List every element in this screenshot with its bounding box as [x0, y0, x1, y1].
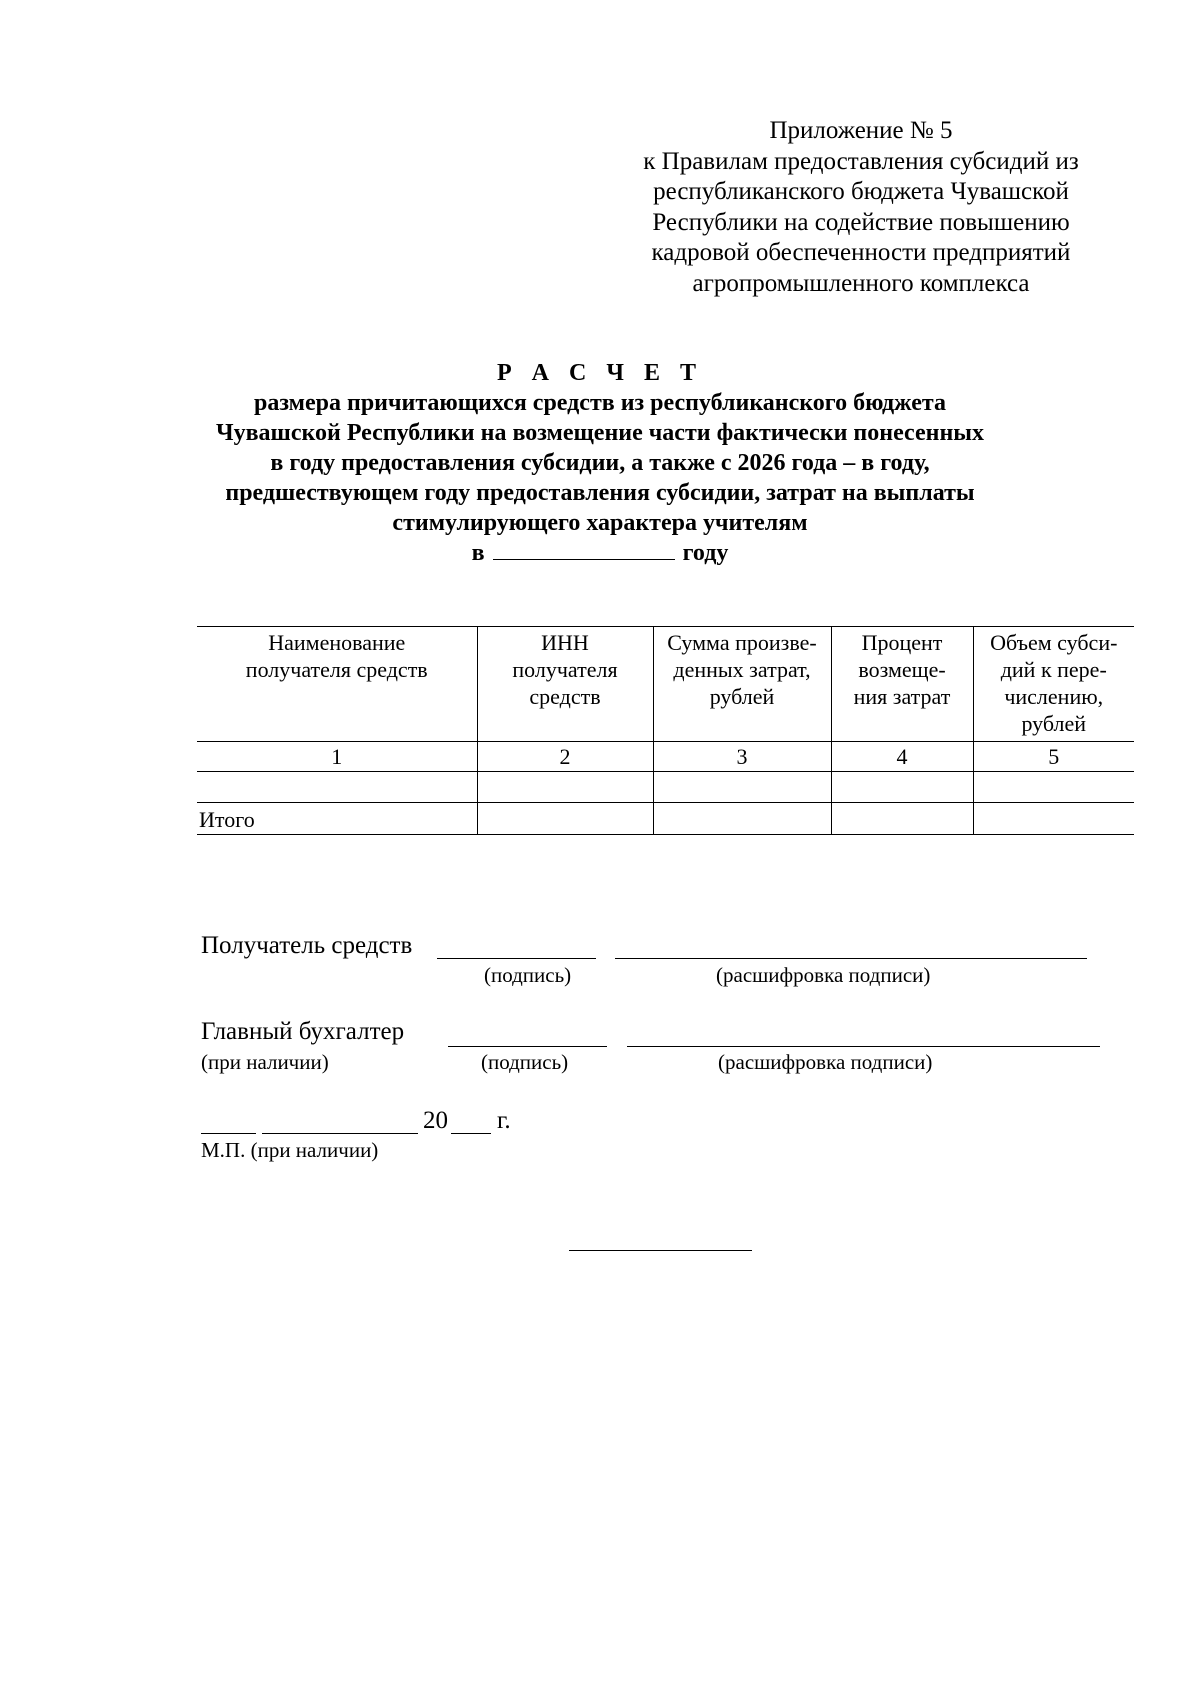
appendix-line: республиканского бюджета Чувашской	[653, 178, 1069, 205]
header-text-line: рублей	[1021, 711, 1087, 736]
table-cell[interactable]	[653, 772, 831, 803]
closing-separator-line	[569, 1250, 752, 1251]
column-number: 4	[831, 742, 973, 772]
column-number: 3	[653, 742, 831, 772]
date-day-line[interactable]	[201, 1133, 256, 1134]
table-row	[197, 772, 1134, 803]
column-number-row	[197, 742, 1134, 772]
header-text-line: ИНН	[541, 630, 589, 655]
signature-caption: (подпись)	[484, 963, 572, 987]
table-cell[interactable]	[477, 803, 653, 835]
appendix-line: к Правилам предоставления субсидий из	[643, 147, 1079, 175]
appendix-line: кадровой обеспеченности предприятий	[651, 239, 1071, 266]
header-text-line: числению,	[1004, 684, 1104, 709]
accountant-decoding-line[interactable]	[627, 1046, 1100, 1047]
column-header-subsidy-amount	[973, 627, 1134, 742]
accountant-label: Главный бухгалтер	[201, 1018, 405, 1045]
recipient-signature-line[interactable]	[437, 958, 596, 959]
date-year-line[interactable]	[451, 1133, 491, 1134]
table-cell[interactable]	[973, 803, 1134, 835]
signature-caption: (подпись)	[481, 1050, 569, 1074]
header-text-line: Сумма произве-	[667, 630, 817, 655]
column-header-recipient-name	[197, 627, 477, 742]
year-suffix: году	[682, 540, 729, 566]
header-text-line: получателя	[512, 657, 618, 682]
table-cell[interactable]	[831, 803, 973, 835]
decoding-caption: (расшифровка подписи)	[716, 963, 931, 987]
document-title	[150, 358, 1050, 568]
total-row	[197, 803, 1134, 835]
table-cell[interactable]	[831, 772, 973, 803]
calculation-table	[197, 626, 1134, 835]
recipient-label: Получатель средств	[201, 932, 413, 959]
accountant-signature-line[interactable]	[448, 1046, 607, 1047]
table-cell[interactable]	[653, 803, 831, 835]
header-text-line: Объем субси-	[990, 630, 1118, 655]
header-text-line: получателя средств	[245, 657, 428, 682]
header-text-line: дий к пере-	[1000, 657, 1107, 682]
column-number: 2	[477, 742, 653, 772]
header-text-line: средств	[529, 684, 601, 709]
title-main: Р А С Ч Е Т	[497, 360, 703, 386]
header-text-line: рублей	[709, 684, 775, 709]
title-line: предшествующем году предоставления субсидии, затрат на выплаты	[225, 480, 975, 506]
header-text-line: денных затрат,	[673, 657, 811, 682]
title-line: стимулирующего характера учителям	[392, 510, 808, 536]
year-blank-field[interactable]	[493, 539, 675, 560]
title-year-line	[150, 538, 1050, 568]
table-cell[interactable]	[973, 772, 1134, 803]
title-line: в году предоставления субсидии, а также с 2026 года – в году,	[270, 450, 930, 476]
table-header-row	[197, 627, 1134, 742]
header-text-line: возмеще-	[858, 657, 946, 682]
appendix-line: Приложение № 5	[769, 117, 953, 144]
title-line: Чувашской Республики на возмещение части фактически понесенных	[215, 420, 985, 446]
table-cell[interactable]	[197, 772, 477, 803]
column-number: 5	[973, 742, 1134, 772]
column-header-inn	[477, 627, 653, 742]
appendix-line: Республики на содействие повышению	[652, 208, 1070, 236]
header-text-line: ния затрат	[853, 684, 951, 709]
recipient-decoding-line[interactable]	[615, 958, 1087, 959]
year-prefix: в	[471, 540, 485, 566]
date-year-prefix: 20	[423, 1107, 448, 1134]
total-label: Итого	[197, 803, 477, 835]
column-number: 1	[197, 742, 477, 772]
column-header-costs-sum	[653, 627, 831, 742]
appendix-line: агропромышленного комплекса	[692, 269, 1030, 297]
column-header-reimbursement-percent	[831, 627, 973, 742]
date-year-suffix: г.	[497, 1107, 511, 1134]
stamp-note: М.П. (при наличии)	[201, 1138, 379, 1162]
title-line: размера причитающихся средств из республиканского бюджета	[253, 390, 946, 416]
decoding-caption: (расшифровка подписи)	[718, 1050, 933, 1074]
header-text-line: Наименование	[268, 630, 406, 655]
table-cell[interactable]	[477, 772, 653, 803]
appendix-header	[620, 116, 1102, 299]
accountant-note: (при наличии)	[201, 1050, 329, 1074]
header-text-line: Процент	[861, 630, 943, 655]
date-month-line[interactable]	[262, 1133, 418, 1134]
